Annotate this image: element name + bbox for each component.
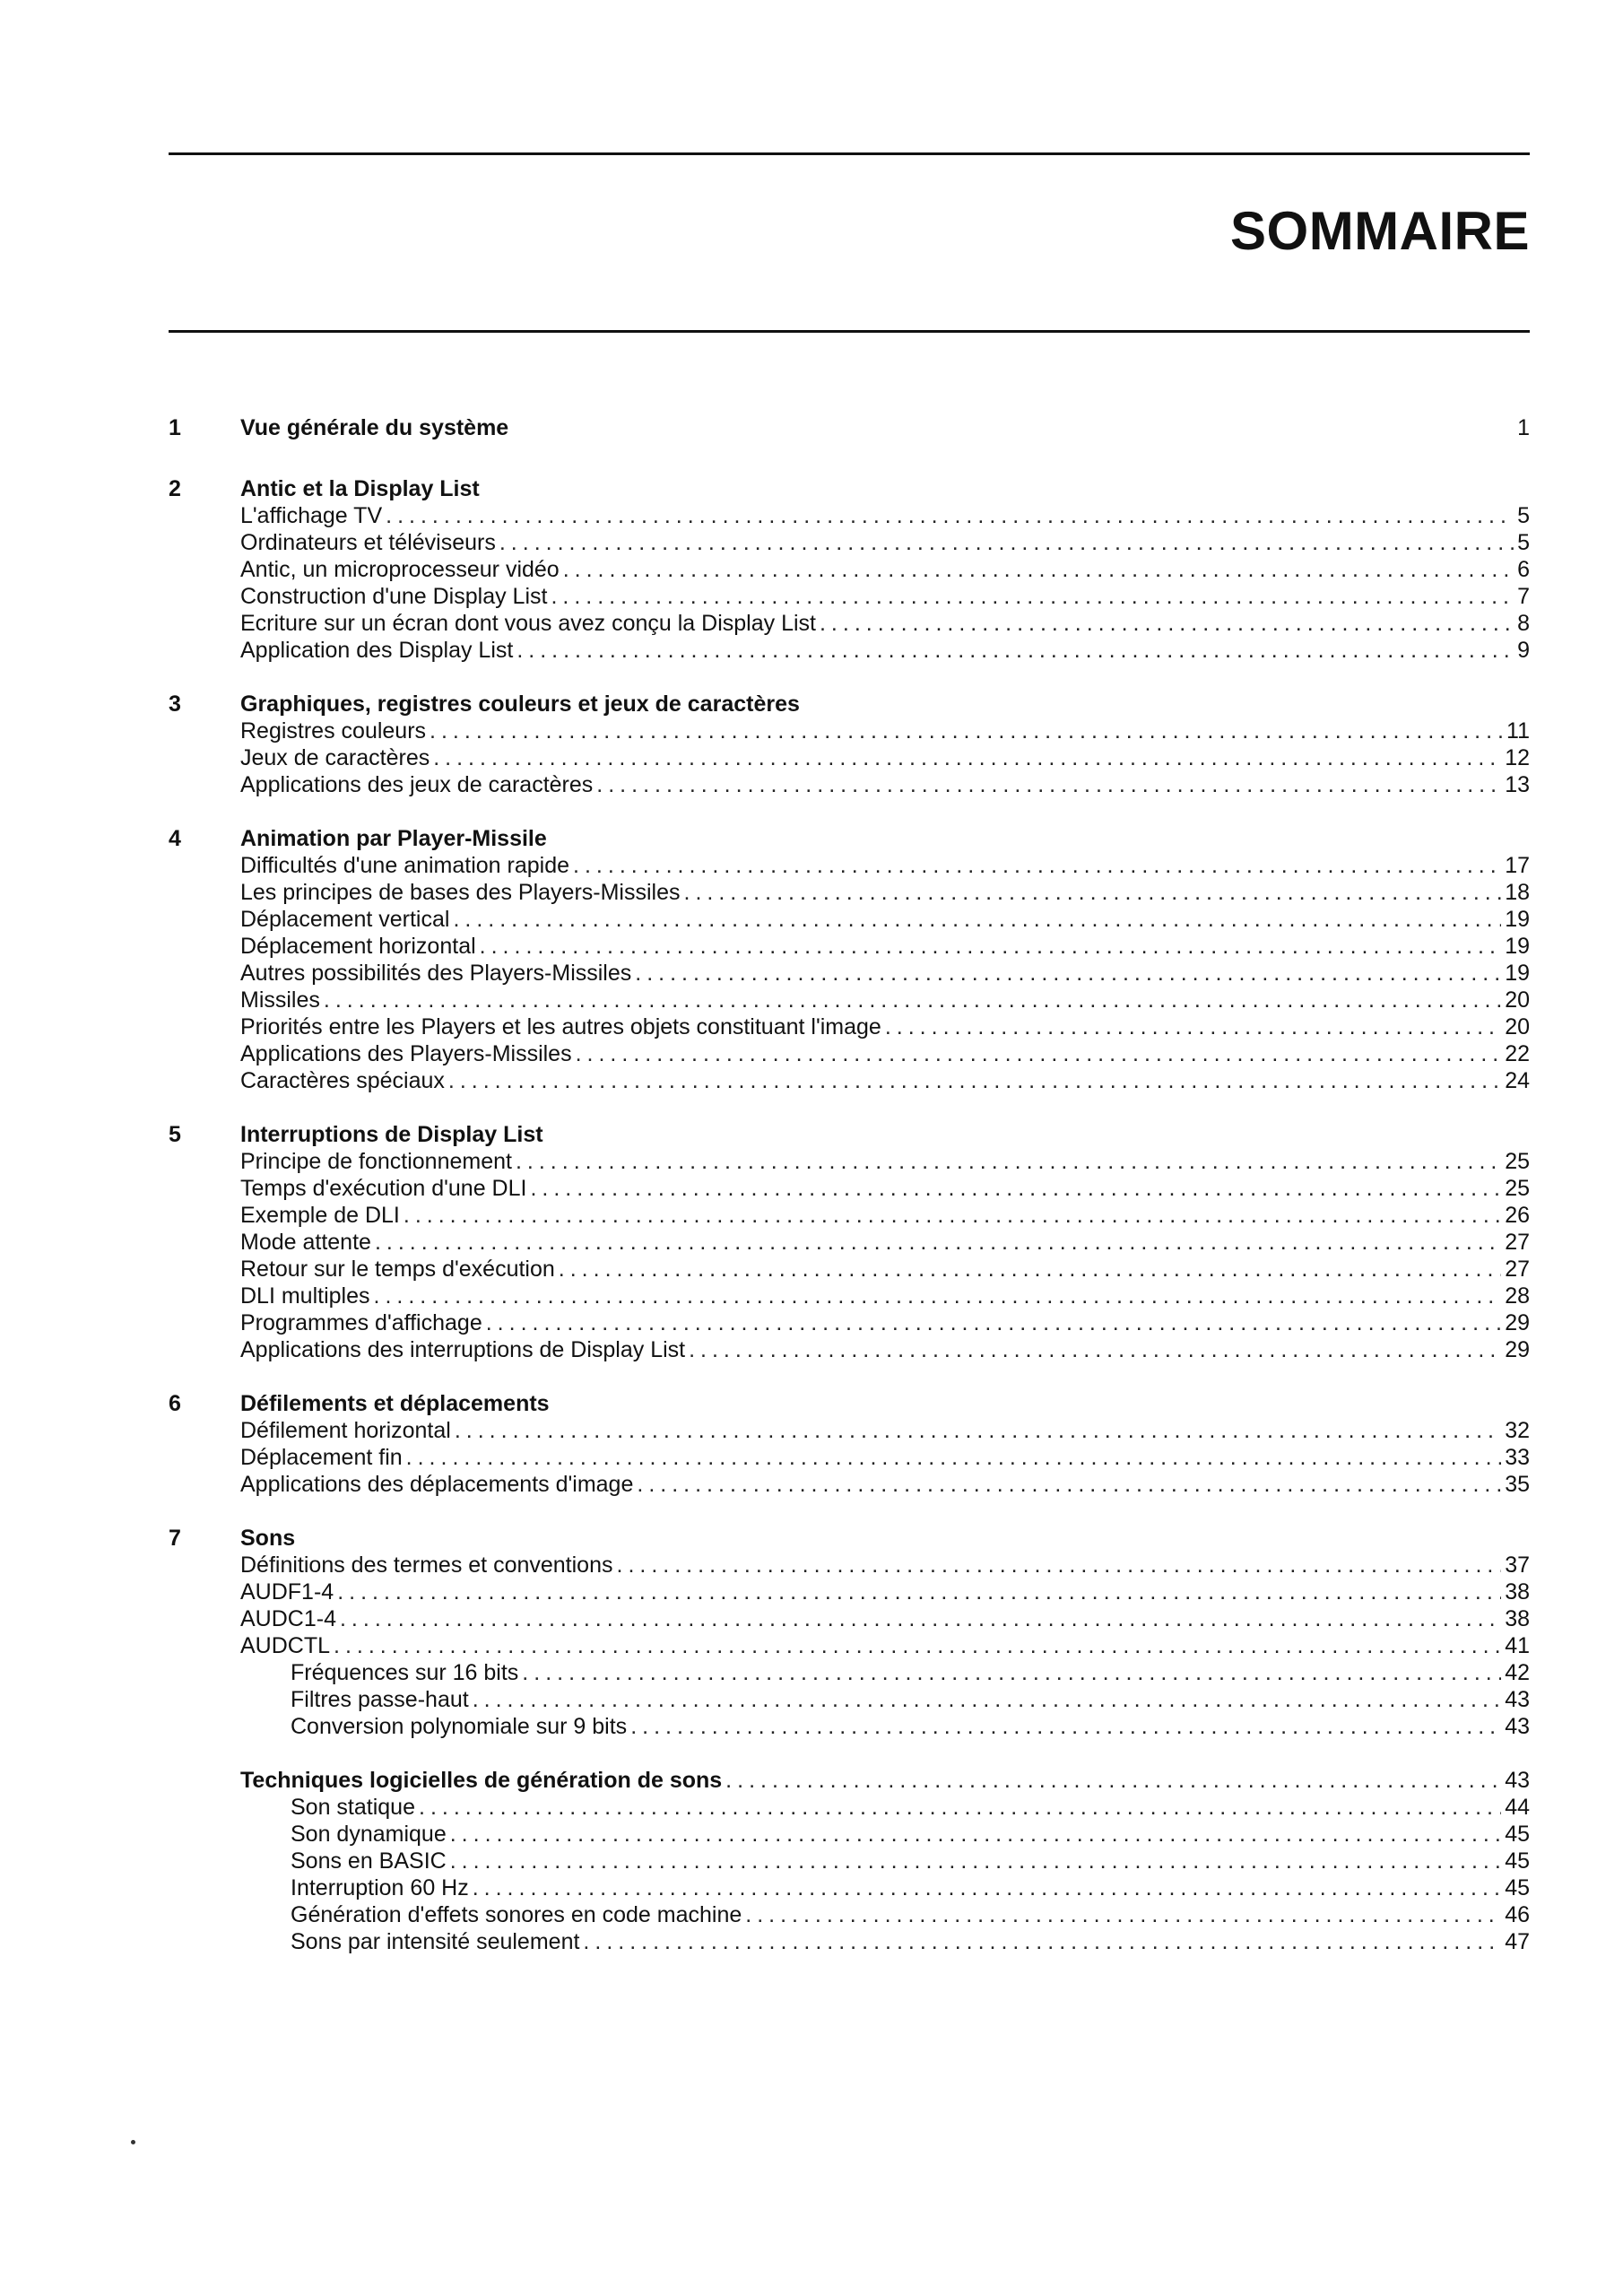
dot-leader xyxy=(617,1552,1502,1578)
section-title-text: Techniques logicielles de génération de sons xyxy=(240,1768,723,1793)
toc-entry[interactable] xyxy=(240,960,1530,987)
entry-label: Filtres passe-haut xyxy=(291,1687,469,1712)
toc-entry[interactable] xyxy=(240,1471,1530,1498)
toc-entry[interactable] xyxy=(240,1256,1530,1283)
dot-leader xyxy=(450,1848,1501,1874)
entry-label: Sons par intensité seulement xyxy=(291,1929,580,1954)
chapter-title-text: Animation par Player-Missile xyxy=(240,826,547,851)
dot-leader xyxy=(450,1821,1501,1848)
toc-subentry[interactable] xyxy=(291,1874,1530,1901)
dot-leader xyxy=(480,933,1502,960)
entry-label: Caractères spéciaux xyxy=(240,1068,445,1093)
entry-label: Applications des Players-Missiles xyxy=(240,1041,572,1066)
dot-leader xyxy=(885,1013,1501,1040)
dot-leader xyxy=(516,637,1514,664)
entry-page: 11 xyxy=(1506,718,1530,744)
title-bottom-rule xyxy=(169,330,1530,333)
entry-label: Missiles xyxy=(240,987,320,1013)
dot-leader xyxy=(596,771,1501,798)
chapter-title[interactable] xyxy=(240,1525,1530,1552)
toc-subentry[interactable] xyxy=(291,1848,1530,1874)
toc-entry[interactable] xyxy=(240,1040,1530,1067)
toc-subentry[interactable] xyxy=(291,1794,1530,1821)
entry-page: 38 xyxy=(1505,1579,1530,1605)
entry-label: Application des Display List xyxy=(240,638,514,663)
chapter-title[interactable] xyxy=(240,475,1530,502)
dot-leader xyxy=(375,1229,1501,1256)
entry-page: 43 xyxy=(1505,1687,1530,1712)
entry-label: Défilement horizontal xyxy=(240,1418,451,1443)
dot-leader xyxy=(473,1874,1501,1901)
scan-speck xyxy=(131,2140,135,2144)
chapter-1 xyxy=(169,414,1530,441)
dot-leader xyxy=(334,1632,1501,1659)
chapter-title[interactable] xyxy=(240,414,1530,441)
toc-entry[interactable] xyxy=(240,502,1530,529)
toc-entry[interactable] xyxy=(240,987,1530,1013)
chapter-4 xyxy=(169,825,1530,1094)
entry-label: Programmes d'affichage xyxy=(240,1310,482,1335)
dot-leader xyxy=(576,1040,1502,1067)
entry-page: 20 xyxy=(1505,1014,1530,1039)
chapter-number: 5 xyxy=(169,1122,181,1147)
entry-label: Son statique xyxy=(291,1795,415,1820)
chapter-title-text: Défilements et déplacements xyxy=(240,1391,550,1416)
toc-subentry[interactable] xyxy=(291,1928,1530,1955)
top-rule xyxy=(169,152,1530,155)
toc-entry[interactable] xyxy=(240,879,1530,906)
dot-leader xyxy=(820,610,1514,637)
entry-label: Génération d'effets sonores en code machine xyxy=(291,1902,742,1927)
dot-leader xyxy=(499,529,1514,556)
dot-leader xyxy=(516,1148,1501,1175)
dot-leader xyxy=(551,583,1514,610)
entry-label: Interruption 60 Hz xyxy=(291,1875,469,1900)
entry-label: AUDCTL xyxy=(240,1633,331,1658)
entry-page: 29 xyxy=(1505,1337,1530,1362)
entry-label: Antic, un microprocesseur vidéo xyxy=(240,557,560,582)
toc-entry[interactable] xyxy=(240,583,1530,610)
entry-page: 38 xyxy=(1505,1606,1530,1631)
dot-leader xyxy=(637,1471,1501,1498)
entry-label: Retour sur le temps d'exécution xyxy=(240,1257,555,1282)
entry-page: 37 xyxy=(1505,1552,1530,1578)
dot-leader xyxy=(406,1444,1502,1471)
table-of-contents xyxy=(169,414,1530,1982)
toc-entry[interactable] xyxy=(240,1229,1530,1256)
toc-entry[interactable] xyxy=(240,1309,1530,1336)
dot-leader xyxy=(324,987,1501,1013)
toc-entry[interactable] xyxy=(240,1148,1530,1175)
dot-leader xyxy=(419,1794,1501,1821)
toc-entry[interactable] xyxy=(240,933,1530,960)
entry-label: Autres possibilités des Players-Missiles xyxy=(240,961,632,986)
entry-page: 43 xyxy=(1505,1714,1530,1739)
dot-leader xyxy=(630,1713,1501,1740)
entry-label: Définitions des termes et conventions xyxy=(240,1552,613,1578)
toc-entry[interactable] xyxy=(240,1444,1530,1471)
chapter-title-text: Graphiques, registres couleurs et jeux de caractères xyxy=(240,691,800,717)
entry-label: Déplacement fin xyxy=(240,1445,403,1470)
chapter-page: 1 xyxy=(1517,415,1530,440)
toc-entry[interactable] xyxy=(240,1013,1530,1040)
dot-leader xyxy=(684,879,1502,906)
dot-leader xyxy=(430,718,1503,744)
section-techniques xyxy=(169,1767,1530,1955)
toc-subentry[interactable] xyxy=(291,1821,1530,1848)
chapter-title-text: Sons xyxy=(240,1526,296,1551)
entry-label: Déplacement vertical xyxy=(240,907,450,932)
entry-label: Jeux de caractères xyxy=(240,745,430,770)
entry-page: 18 xyxy=(1505,880,1530,905)
entry-page: 5 xyxy=(1517,530,1530,555)
entry-page: 22 xyxy=(1505,1041,1530,1066)
toc-entry[interactable] xyxy=(240,718,1530,744)
dot-leader xyxy=(453,906,1501,933)
chapter-title[interactable] xyxy=(240,691,1530,718)
toc-subentry[interactable] xyxy=(291,1713,1530,1740)
entry-page: 45 xyxy=(1505,1848,1530,1874)
entry-label: Applications des déplacements d'image xyxy=(240,1472,634,1497)
entry-label: Priorités entre les Players et les autres objets constituant l'image xyxy=(240,1014,881,1039)
entry-label: Sons en BASIC xyxy=(291,1848,447,1874)
entry-label: Temps d'exécution d'une DLI xyxy=(240,1176,527,1201)
entry-label: Son dynamique xyxy=(291,1822,447,1847)
dot-leader xyxy=(374,1283,1502,1309)
toc-entry[interactable] xyxy=(240,1336,1530,1363)
entry-label: Registres couleurs xyxy=(240,718,427,744)
entry-page: 7 xyxy=(1517,584,1530,609)
toc-entry[interactable] xyxy=(240,556,1530,583)
chapter-number: 1 xyxy=(169,415,181,440)
entry-label: Construction d'une Display List xyxy=(240,584,548,609)
toc-entry[interactable] xyxy=(240,1552,1530,1578)
entry-label: AUDC1-4 xyxy=(240,1606,336,1631)
chapter-number: 7 xyxy=(169,1526,181,1551)
entry-page: 44 xyxy=(1505,1795,1530,1820)
chapter-title[interactable] xyxy=(240,1390,1530,1417)
chapter-title-text: Antic et la Display List xyxy=(240,476,480,501)
entry-page: 45 xyxy=(1505,1822,1530,1847)
toc-subentry[interactable] xyxy=(291,1686,1530,1713)
entry-page: 24 xyxy=(1505,1068,1530,1093)
toc-entry[interactable] xyxy=(240,906,1530,933)
toc-subentry[interactable] xyxy=(291,1659,1530,1686)
toc-entry[interactable] xyxy=(240,1283,1530,1309)
dot-leader xyxy=(689,1336,1501,1363)
entry-page: 12 xyxy=(1505,745,1530,770)
entry-page: 9 xyxy=(1517,638,1530,663)
toc-entry[interactable] xyxy=(240,1175,1530,1202)
entry-label: Applications des interruptions de Display List xyxy=(240,1337,686,1362)
dot-leader xyxy=(486,1309,1501,1336)
toc-entry[interactable] xyxy=(240,637,1530,664)
section-title[interactable] xyxy=(240,1767,1530,1794)
entry-page: 32 xyxy=(1505,1418,1530,1443)
entry-page: 17 xyxy=(1505,853,1530,878)
entry-page: 26 xyxy=(1505,1203,1530,1228)
entry-page: 33 xyxy=(1505,1445,1530,1470)
entry-page: 28 xyxy=(1505,1283,1530,1309)
entry-page: 20 xyxy=(1505,987,1530,1013)
dot-leader xyxy=(573,852,1501,879)
entry-page: 19 xyxy=(1505,934,1530,959)
dot-leader xyxy=(404,1202,1501,1229)
chapter-title[interactable] xyxy=(240,825,1530,852)
dot-leader xyxy=(455,1417,1501,1444)
entry-page: 42 xyxy=(1505,1660,1530,1685)
toc-entry[interactable] xyxy=(240,1605,1530,1632)
entry-label: Ordinateurs et téléviseurs xyxy=(240,530,496,555)
chapter-6 xyxy=(169,1390,1530,1498)
entry-label: AUDF1-4 xyxy=(240,1579,334,1605)
entry-page: 46 xyxy=(1505,1902,1530,1927)
entry-label: Fréquences sur 16 bits xyxy=(291,1660,519,1685)
entry-page: 47 xyxy=(1505,1929,1530,1954)
dot-leader xyxy=(530,1175,1501,1202)
toc-entry[interactable] xyxy=(240,852,1530,879)
dot-leader xyxy=(386,502,1514,529)
entry-label: Difficultés d'une animation rapide xyxy=(240,853,570,878)
chapter-5 xyxy=(169,1121,1530,1363)
toc-entry[interactable] xyxy=(240,1632,1530,1659)
entry-page: 19 xyxy=(1505,907,1530,932)
toc-entry[interactable] xyxy=(240,1417,1530,1444)
chapter-number: 3 xyxy=(169,691,181,717)
toc-entry[interactable] xyxy=(240,1202,1530,1229)
entry-label: Mode attente xyxy=(240,1230,371,1255)
entry-page: 8 xyxy=(1517,611,1530,636)
dot-leader xyxy=(725,1767,1501,1794)
dot-leader xyxy=(522,1659,1501,1686)
entry-page: 35 xyxy=(1505,1472,1530,1497)
entry-label: L'affichage TV xyxy=(240,503,383,528)
dot-leader xyxy=(563,556,1514,583)
entry-page: 19 xyxy=(1505,961,1530,986)
chapter-number: 4 xyxy=(169,826,181,851)
dot-leader xyxy=(635,960,1501,987)
dot-leader xyxy=(433,744,1501,771)
toc-entry[interactable] xyxy=(240,744,1530,771)
chapter-title[interactable] xyxy=(240,1121,1530,1148)
entry-page: 41 xyxy=(1505,1633,1530,1658)
entry-label: Exemple de DLI xyxy=(240,1203,400,1228)
chapter-title-text: Vue générale du système xyxy=(240,415,509,440)
dot-leader xyxy=(340,1605,1501,1632)
entry-page: 45 xyxy=(1505,1875,1530,1900)
entry-page: 25 xyxy=(1505,1149,1530,1174)
entry-label: Déplacement horizontal xyxy=(240,934,476,959)
entry-page: 25 xyxy=(1505,1176,1530,1201)
entry-label: Principe de fonctionnement xyxy=(240,1149,512,1174)
entry-page: 29 xyxy=(1505,1310,1530,1335)
entry-label: Applications des jeux de caractères xyxy=(240,772,594,797)
dot-leader xyxy=(473,1686,1501,1713)
dot-leader xyxy=(448,1067,1501,1094)
entry-label: Ecriture sur un écran dont vous avez conçu la Display List xyxy=(240,611,816,636)
section-page: 43 xyxy=(1505,1768,1530,1793)
chapter-2 xyxy=(169,475,1530,664)
dot-leader xyxy=(337,1578,1501,1605)
chapter-3 xyxy=(169,691,1530,798)
entry-page: 27 xyxy=(1505,1257,1530,1282)
toc-entry[interactable] xyxy=(240,529,1530,556)
dot-leader xyxy=(559,1256,1501,1283)
chapter-7 xyxy=(169,1525,1530,1740)
dot-leader xyxy=(583,1928,1501,1955)
toc-subentry[interactable] xyxy=(291,1901,1530,1928)
chapter-number: 6 xyxy=(169,1391,181,1416)
entry-page: 13 xyxy=(1505,772,1530,797)
entry-page: 6 xyxy=(1517,557,1530,582)
chapter-title-text: Interruptions de Display List xyxy=(240,1122,543,1147)
entry-label: Conversion polynomiale sur 9 bits xyxy=(291,1714,628,1739)
chapter-number: 2 xyxy=(169,476,181,501)
dot-leader xyxy=(745,1901,1501,1928)
toc-entry[interactable] xyxy=(240,610,1530,637)
entry-page: 5 xyxy=(1517,503,1530,528)
toc-entry[interactable] xyxy=(240,1067,1530,1094)
toc-entry[interactable] xyxy=(240,1578,1530,1605)
toc-entry[interactable] xyxy=(240,771,1530,798)
entry-label: Les principes de bases des Players-Missiles xyxy=(240,880,681,905)
entry-page: 27 xyxy=(1505,1230,1530,1255)
entry-label: DLI multiples xyxy=(240,1283,370,1309)
page-title: SOMMAIRE xyxy=(1230,201,1530,261)
